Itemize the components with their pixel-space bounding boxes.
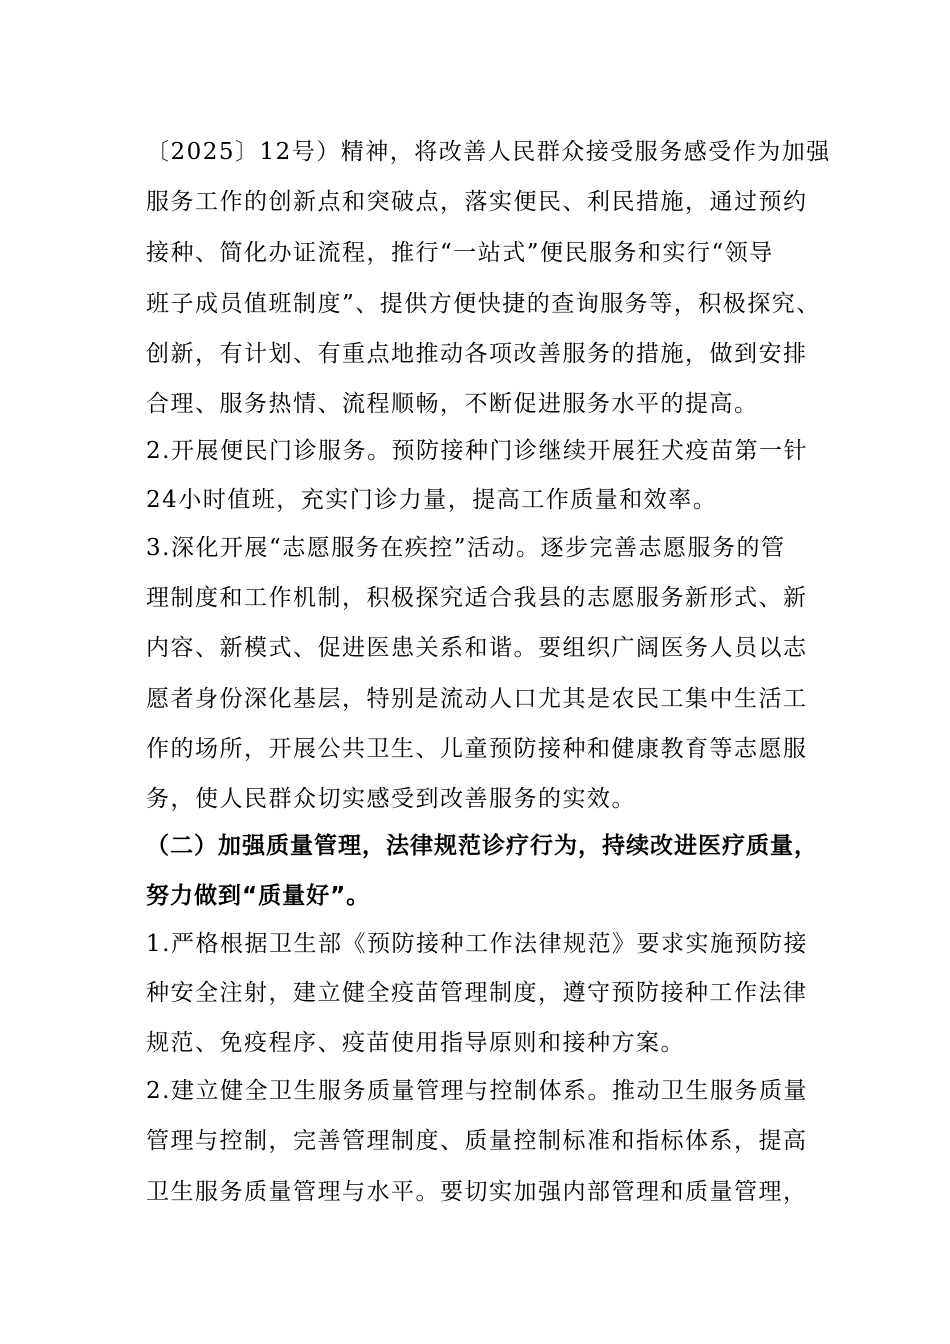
section-heading: （二）加强质量管理，法律规范诊疗行为，持续改进医疗质量， xyxy=(146,833,818,859)
body-text-line: 服务工作的创新点和突破点，落实便民、利民措施，通过预约 xyxy=(146,189,808,215)
body-text-line: 创新，有计划、有重点地推动各项改善服务的措施，做到安排 xyxy=(146,341,808,367)
body-text-line: 〔2025〕12号）精神，将改善人民群众接受服务感受作为加强 xyxy=(146,139,831,165)
body-text-line: 3.深化开展“志愿服务在疾控”活动。逐步完善志愿服务的管 xyxy=(146,535,786,561)
body-text-line: 内容、新模式、促进医患关系和谐。要组织广阔医务人员以志 xyxy=(146,635,808,661)
body-text-line: 作的场所，开展公共卫生、儿童预防接种和健康教育等志愿服 xyxy=(146,736,808,762)
body-text-line: 合理、服务热情、流程顺畅，不断促进服务水平的提高。 xyxy=(146,391,759,417)
section-heading: 努力做到“质量好”。 xyxy=(146,883,371,909)
body-text-line: 规范、免疫程序、疫苗使用指导原则和接种方案。 xyxy=(146,1030,685,1056)
body-text-line: 卫生服务质量管理与水平。要切实加强内部管理和质量管理， xyxy=(146,1179,808,1205)
body-text-line: 愿者身份深化基层，特别是流动人口尤其是农民工集中生活工 xyxy=(146,686,808,712)
body-text-line: 班子成员值班制度”、提供方便快捷的查询服务等，积极探究、 xyxy=(146,291,821,317)
body-text-line: 1.严格根据卫生部《预防接种工作法律规范》要求实施预防接 xyxy=(146,931,808,957)
body-text-line: 2.建立健全卫生服务质量管理与控制体系。推动卫生服务质量 xyxy=(146,1078,808,1104)
body-text-line: 24小时值班，充实门诊力量，提高工作质量和效率。 xyxy=(146,487,718,513)
body-text-line: 理制度和工作机制，积极探究适合我县的志愿服务新形式、新 xyxy=(146,585,808,611)
body-text-line: 接种、简化办证流程，推行“一站式”便民服务和实行“领导 xyxy=(146,240,774,266)
body-text-line: 种安全注射，建立健全疫苗管理制度，遵守预防接种工作法律 xyxy=(146,980,808,1006)
body-text-line: 管理与控制，完善管理制度、质量控制标准和指标体系，提高 xyxy=(146,1128,808,1154)
body-text-line: 务，使人民群众切实感受到改善服务的实效。 xyxy=(146,786,636,812)
body-text-line: 2.开展便民门诊服务。预防接种门诊继续开展狂犬疫苗第一针 xyxy=(146,438,808,464)
